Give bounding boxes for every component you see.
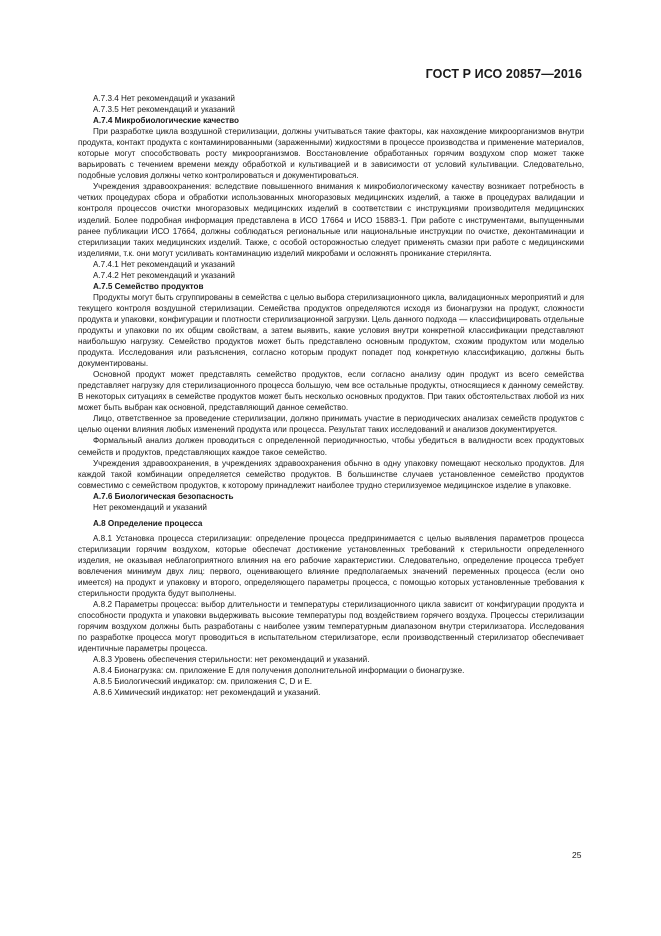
paragraph: Учреждения здравоохранения, в учреждениях здравоохранения обычно в одну упаковку помещают несколько продуктов. Для каждой такой комбинации определяется семейство продуктов. В большинстве случаев установленное семейство продуктов совместимо с семейством продуктов, к которому принадлежит наиболее трудно стерилизуемое медицинское изделие в упаковке. (78, 458, 584, 490)
section-heading-a7-4: А.7.4 Микробиологические качество (93, 116, 239, 126)
clause-a8-6: А.8.6 Химический индикатор: нет рекомендаций и указаний. (93, 688, 321, 698)
paragraph: Учреждения здравоохранения: вследствие повышенного внимания к микробиологическому качеству возникает потребность в четких процедурах сбора и обработки использованных многоразовых медицинских изделий, а также в процедурах валидации и контроля процессов очистки многоразовых медицинских изделий в соответствии с инструкциями производителя медицинских изделий. Более подробная информация представлена в ИСО 17664 и ИСО 15883-1. При работе с инструментами, выпущенными ранее публикации ИСО 17664, должны соблюдаться региональные или национальные инструкции по очистке, деконтаминации и стерилизации таких медицинских изделий. Также, с особой осторожностью следует применять смазки при работе с медицинскими изделиями, т.к. они могут усиливать контаминацию изделий микробами и осложнять проникание стерилянта. (78, 182, 584, 258)
section-heading-a8: А.8 Определение процесса (93, 518, 203, 528)
page-number: 25 (572, 850, 582, 860)
clause-a8-5: А.8.5 Биологический индикатор: см. приложения С, D и Е. (93, 677, 313, 687)
document-header-title: ГОСТ Р ИСО 20857—2016 (425, 67, 582, 81)
paragraph: Лицо, ответственное за проведение стерилизации, должно принимать участие в периодических анализах семейств продуктов с целью оценки влияния любых изменений продукта или процесса. Результат таких исследований и анализов документируется. (78, 414, 584, 435)
section-heading-a7-5: А.7.5 Семейство продуктов (93, 281, 204, 291)
clause-a7-3-4: А.7.3.4 Нет рекомендаций и указаний (93, 94, 235, 103)
paragraph: Формальный анализ должен проводиться с определенной периодичностью, чтобы убедиться в валидности всех продуктовых семейств и продуктов, представляющих каждое такое семейство. (78, 436, 584, 457)
clause-a8-3: А.8.3 Уровень обеспечения стерильности: нет рекомендаций и указаний. (93, 655, 370, 665)
document-body (78, 93, 584, 699)
clause-a7-3-5: А.7.3.5 Нет рекомендаций и указаний (93, 105, 235, 115)
clause-a8-2: А.8.2 Параметры процесса: выбор длительности и температуры стерилизационного цикла зависит от конфигурации продукта и способности продукта и упаковки выдерживать высокие температуры под воздействием горячего воздуха. Процессы стерилизации горячим воздухом должны быть разработаны с наиболее узким температурным диапазоном внутри стерилизатора. Исследования по разработке процесса могут проводиться в испытательном стерилизаторе, если производственный стерилизатор обеспечивает идентичные параметры процесса. (78, 600, 584, 654)
paragraph: При разработке цикла воздушной стерилизации, должны учитываться такие факторы, как нахождение микроорганизмов внутри продукта, контакт продукта с контаминированными (зараженными) жидкостями в процессе производства и применение материалов, которые могут способствовать росту микроорганизмов. Восстановление обработанных горячим воздухом спор может также варьировать с течением времени между обработкой и культивацией и в зависимости от условий культивации. Следовательно, подобные условия должны четко контролироваться и документироваться. (78, 127, 584, 181)
paragraph: Нет рекомендаций и указаний (93, 502, 207, 512)
clause-a7-4-1: А.7.4.1 Нет рекомендаций и указаний (93, 259, 235, 269)
clause-a7-4-2: А.7.4.2 Нет рекомендаций и указаний (93, 270, 235, 280)
section-heading-a7-6: А.7.6 Биологическая безопасность (93, 491, 234, 501)
paragraph: Основной продукт может представлять семейство продуктов, если согласно анализу один продукт из всего семейства представляет нагрузку для стерилизационного процесса большую, чем все остальные продукты, относящиеся к данному семейству. В некоторых ситуациях в семействе продуктов может быть несколько основных продуктов. При таких обстоятельствах любой из них может быть выбран как основной, представляющий данное семейство. (78, 370, 584, 413)
clause-a8-4: А.8.4 Бионагрузка: см. приложение Е для получения дополнительной информации о бионагрузке. (93, 666, 465, 676)
paragraph: Продукты могут быть сгруппированы в семейства с целью выбора стерилизационного цикла, валидационных мероприятий и для текущего контроля воздушной стерилизации. Семейства продуктов определяются исходя из бионагрузки на продукт, сложности продукта и упаковки, конфигурации и плотности стерилизационной загрузки. Цель данного подхода — классифицировать отдельные продукты и упаковки по их общим свойствам, а затем выявить, какие условия внутри конкретной классификации представляют наибольшую нагрузку. Семейство продуктов может быть представлено основным продуктом, схожим продуктом или моделью продукта. Исследования или разъяснения, согласно которым продукт попадет под конкретную классификацию, должны быть документированы. (78, 292, 584, 369)
clause-a8-1: А.8.1 Установка процесса стерилизации: определение процесса предпринимается с целью выявления параметров процесса стерилизации горячим воздухом, которые обеспечат достижение установленных требований к стерильности определенного изделия, не оказывая неблагоприятного влияния на его рабочие характеристики. Следовательно, определение процесса требует вовлечения минимум двух лиц: первого, оценивающего влияние предполагаемых значений переменных процесса (если оно имеется) на продукт и упаковку и второго, определяющего параметры процесса, с помощью которых установленные требования к стерильности продукта будут выполнены. (78, 533, 584, 599)
